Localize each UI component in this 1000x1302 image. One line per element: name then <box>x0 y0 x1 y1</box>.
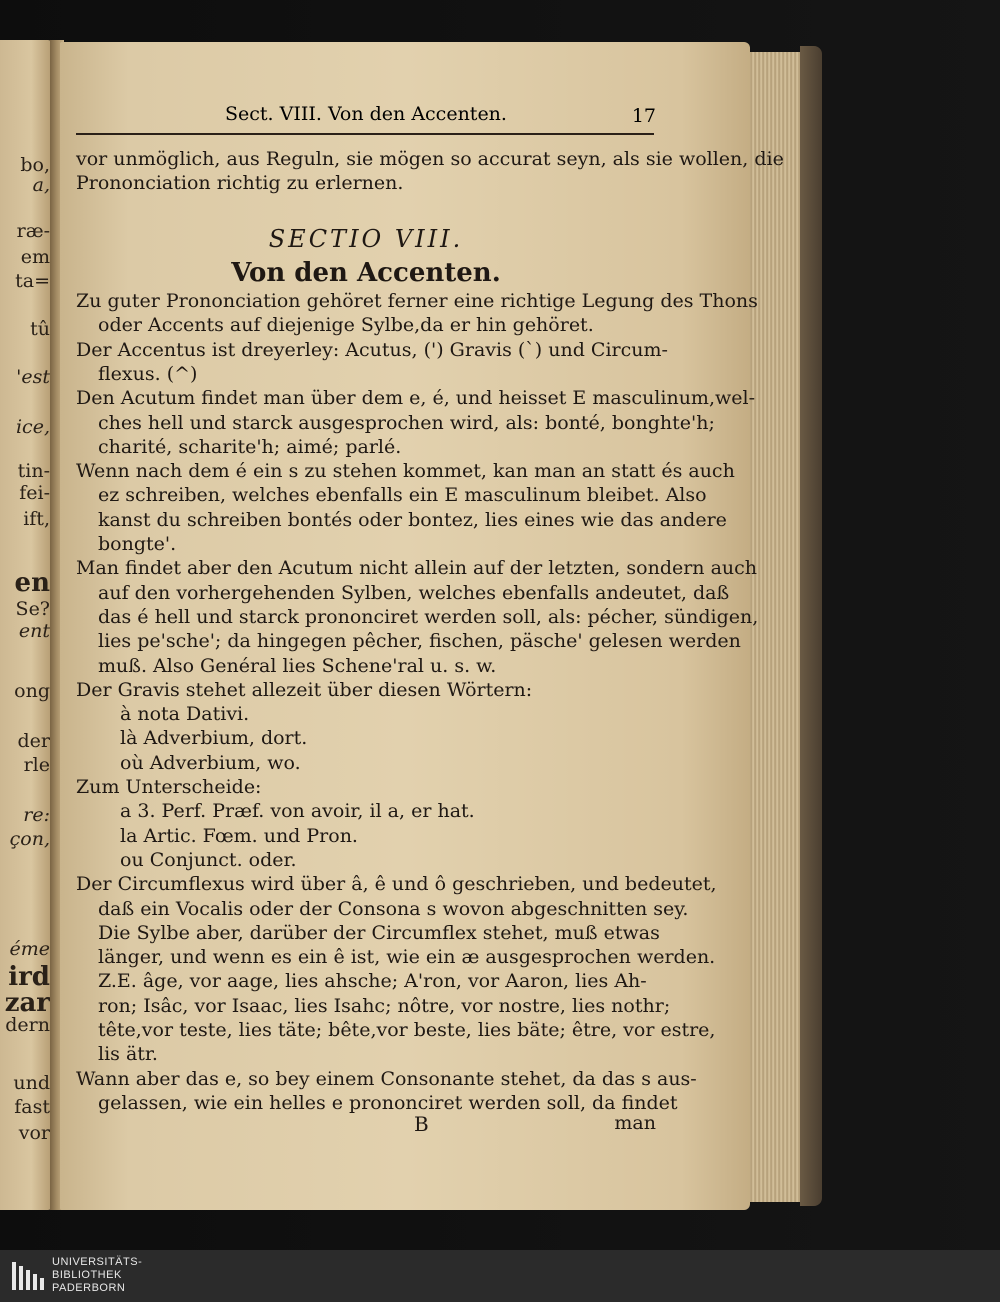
left-page-fragment-text: bo, <box>20 154 50 176</box>
body-line: länger, und wenn es ein ê ist, wie ein æ ausgesprochen werden. <box>98 946 716 969</box>
left-page-fragment-text: tin- <box>17 460 50 482</box>
left-page-fragment-text: ta= <box>15 270 50 292</box>
left-page-fragment-text: re: <box>23 804 50 826</box>
body-line: Zum Unterscheide: <box>76 776 262 798</box>
body-line: Wenn nach dem é ein s zu stehen kommet, kan man an statt és auch <box>76 460 735 483</box>
body-line: lies pe'sche'; da hingegen pêcher, fischen, päsche' gelesen werden <box>98 630 741 653</box>
left-page-fragment-text: ent <box>18 620 50 642</box>
catchword: man <box>614 1112 656 1134</box>
body-line: Der Accentus ist dreyerley: Acutus, (') Gravis (`) und Circum- <box>76 338 668 361</box>
left-page-fragment-text: çon, <box>9 828 50 850</box>
body-line: kanst du schreiben bontés oder bontez, lies eines wie das andere <box>98 508 727 531</box>
body-line: oder Accents auf diejenige Sylbe,da er hin gehöret. <box>98 314 594 337</box>
body-line: Wann aber das e, so bey einem Consonante stehet, da das s aus- <box>76 1067 697 1090</box>
left-page-fragment-text: der <box>17 730 50 752</box>
left-page-fragment-text: ift, <box>23 508 50 530</box>
section-subtitle: Von den Accenten. <box>231 258 501 288</box>
body-line: flexus. (^) <box>98 362 198 385</box>
left-page-fragment-text: fast <box>14 1096 50 1118</box>
body-line: a 3. Perf. Præf. von avoir, il a, er hat. <box>120 800 475 823</box>
footer-bar <box>0 1250 1000 1302</box>
body-line: Zu guter Prononciation gehöret ferner eine richtige Legung des Thons <box>76 290 758 312</box>
left-page-fragment-text: zar <box>4 988 50 1018</box>
running-header <box>76 103 656 133</box>
logo-text-line: BIBLIOTHEK <box>52 1269 122 1281</box>
body-line: gelassen, wie ein helles e prononciret werden soll, da findet <box>98 1091 678 1114</box>
body-line: ron; Isâc, vor Isaac, lies Isahc; nôtre, vor nostre, lies nothr; <box>98 994 671 1017</box>
header-rule <box>76 133 654 135</box>
left-page-fragment-text: ræ- <box>16 220 50 242</box>
left-page-fragment-text: rle <box>23 754 50 776</box>
body-line: Die Sylbe aber, darüber der Circumflex stehet, muß etwas <box>98 921 660 944</box>
left-page-fragment-text: und <box>13 1072 50 1094</box>
left-page-fragment-text: ong <box>14 680 50 702</box>
running-title: Sect. VIII. Von den Accenten. <box>225 103 507 125</box>
left-page-fragment-text: dern <box>5 1014 50 1036</box>
body-line: Der Gravis stehet allezeit über diesen Wörtern: <box>76 678 533 701</box>
left-page-fragment <box>0 40 52 1210</box>
library-logo-icon <box>10 1258 46 1294</box>
body-line: ou Conjunct. oder. <box>120 848 297 871</box>
body-line: muß. Also Genéral lies Schene'ral u. s. w. <box>98 654 497 677</box>
body-line: ez schreiben, welches ebenfalls ein E masculinum bleibet. Also <box>98 484 707 507</box>
left-page-fragment-text: en <box>14 568 50 598</box>
body-line: daß ein Vocalis oder der Consona s wovon abgeschnitten sey. <box>98 897 689 920</box>
body-line: Z.E. âge, vor aage, lies ahsche; A'ron, vor Aaron, lies Ah- <box>98 970 647 993</box>
left-page-fragment-text: Se? <box>15 598 50 620</box>
left-page-fragment-text: fei- <box>19 482 50 504</box>
left-page-fragment-text: éme <box>9 938 50 960</box>
body-line: bongte'. <box>98 533 177 555</box>
signature-mark: B <box>414 1112 429 1136</box>
body-line: lis ätr. <box>98 1043 158 1066</box>
body-line: auf den vorhergehenden Sylben, welches ebenfalls andeutet, daß <box>98 581 730 604</box>
body-line: charité, scharite'h; aimé; parlé. <box>98 435 402 458</box>
page-number: 17 <box>631 105 656 127</box>
body-line: où Adverbium, wo. <box>120 751 301 774</box>
body-line: Der Circumflexus wird über â, ê und ô geschrieben, und bedeutet, <box>76 873 717 896</box>
body-line: ches hell und starck ausgesprochen wird, als: bonté, bonghte'h; <box>98 411 715 434</box>
intro-line: Prononciation richtig zu erlernen. <box>76 172 404 194</box>
logo-text-line: UNIVERSITÄTS- <box>52 1256 143 1268</box>
intro-line: vor unmöglich, aus Reguln, sie mögen so accurat seyn, als sie wollen, die <box>76 148 784 170</box>
body-line: là Adverbium, dort. <box>120 727 308 750</box>
body-line: Man findet aber den Acutum nicht allein auf der letzten, sondern auch <box>76 557 758 580</box>
body-line: Den Acutum findet man über dem e, é, und heisset E masculinum,wel- <box>76 387 755 410</box>
left-page-fragment-text: a, <box>32 174 50 196</box>
section-title: SECTIO VIII. <box>268 225 464 253</box>
body-line: tête,vor teste, lies täte; bête,vor beste, lies bäte; être, vor estre, <box>98 1019 716 1041</box>
left-page-fragment-text: ird <box>8 962 50 992</box>
body-line: das é hell und starck prononciret werden soll, als: pécher, sündigen, <box>98 605 759 628</box>
left-page-fragment-text: 'est <box>16 366 50 388</box>
body-line: la Artic. Fœm. und Pron. <box>120 824 358 847</box>
left-page-fragment-text: tû <box>30 318 50 340</box>
logo-text-line: PADERBORN <box>52 1282 126 1294</box>
book-cover-edge <box>800 46 822 1206</box>
library-logo-text <box>52 1256 142 1295</box>
left-page-fragment-text: em <box>20 246 50 268</box>
left-page-fragment-text: ice, <box>15 416 50 438</box>
body-line: à nota Dativi. <box>120 703 250 726</box>
left-page-fragment-text: vor <box>18 1122 50 1144</box>
